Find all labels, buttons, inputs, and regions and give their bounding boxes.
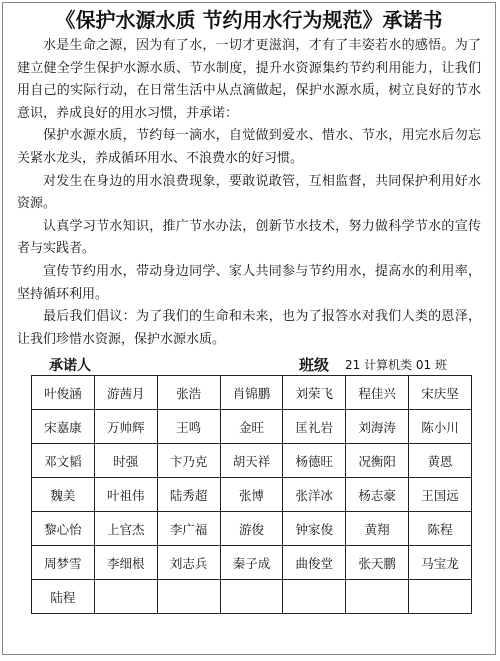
signer-name-cell: 杨志豪 <box>346 478 409 512</box>
signer-name-cell: 曲俊堂 <box>283 546 346 580</box>
signer-name-cell: 万帅辉 <box>94 410 157 444</box>
signer-name-cell: 张博 <box>220 478 283 512</box>
signer-name-cell <box>220 580 283 614</box>
table-row <box>32 546 472 580</box>
signer-name-cell: 刘荣飞 <box>283 376 346 410</box>
signer-name-cell <box>346 580 409 614</box>
table-row <box>32 478 472 512</box>
signer-name-cell <box>283 580 346 614</box>
signer-name-cell: 况衡阳 <box>346 444 409 478</box>
signer-name-cell: 陆秀超 <box>157 478 220 512</box>
signer-name-cell: 刘海涛 <box>346 410 409 444</box>
signer-name-cell: 杨德旺 <box>283 444 346 478</box>
signature-row <box>3 353 495 375</box>
signer-name-cell: 马宝龙 <box>409 546 472 580</box>
signer-name-cell: 李广福 <box>157 512 220 546</box>
document-page <box>2 2 496 655</box>
signer-name-cell: 胡天祥 <box>220 444 283 478</box>
document-body <box>3 35 495 351</box>
table-row <box>32 512 472 546</box>
signer-name-cell: 上官杰 <box>94 512 157 546</box>
signer-name-cell: 张天鹏 <box>346 546 409 580</box>
table-row <box>32 376 472 410</box>
signer-name-cell: 叶俊涵 <box>32 376 95 410</box>
signer-name-cell: 时强 <box>94 444 157 478</box>
table-row <box>32 580 472 614</box>
signer-name-cell <box>94 580 157 614</box>
paragraph-commitment-1: 保护水源水质，节约每一滴水，自觉做到爱水、惜水、节水，用完水后勿忘关紧水龙头，养成循环用水、不浪费水的好习惯。 <box>17 128 481 166</box>
signer-name-cell: 金旺 <box>220 410 283 444</box>
signer-name-cell <box>409 580 472 614</box>
signer-name-cell: 刘志兵 <box>157 546 220 580</box>
signer-name-cell: 魏美 <box>32 478 95 512</box>
signer-name-cell: 陆程 <box>32 580 95 614</box>
class-value: 21 计算机类 01 班 <box>345 358 447 373</box>
signer-name-cell: 李细根 <box>94 546 157 580</box>
signer-name-cell: 叶祖伟 <box>94 478 157 512</box>
signature-table <box>31 375 472 614</box>
signer-name-cell: 陈小川 <box>409 410 472 444</box>
signer-name-cell: 王国远 <box>409 478 472 512</box>
signer-name-cell: 钟家俊 <box>283 512 346 546</box>
signer-name-cell: 匡礼岩 <box>283 410 346 444</box>
table-row <box>32 444 472 478</box>
paragraph-closing: 最后我们倡议：为了我们的生命和未来，也为了报答水对我们人类的恩泽，让我们珍惜水资源，保护水源水质。 <box>17 309 481 347</box>
paragraph-commitment-4: 宣传节约用水，带动身边同学、家人共同参与节约用水，提高水的利用率，坚持循环利用。 <box>17 263 481 302</box>
signer-name-cell: 黄翔 <box>346 512 409 546</box>
signer-name-cell: 邓文韬 <box>32 444 95 478</box>
signer-name-cell: 王鸣 <box>157 410 220 444</box>
signer-name-cell: 黎心怡 <box>32 512 95 546</box>
signer-name-cell: 程佳兴 <box>346 376 409 410</box>
signer-name-cell: 周梦雪 <box>32 546 95 580</box>
signer-name-cell: 宋嘉康 <box>32 410 95 444</box>
signature-table-body <box>32 376 472 614</box>
table-row <box>32 410 472 444</box>
signer-name-cell: 张浩 <box>157 376 220 410</box>
signer-name-cell: 张洋冰 <box>283 478 346 512</box>
signer-label: 承诺人 <box>49 358 91 375</box>
document-title: 《保护水源水质 节约用水行为规范》承诺书 <box>55 8 443 32</box>
signer-name-cell: 陈程 <box>409 512 472 546</box>
signer-name-cell: 游茜月 <box>94 376 157 410</box>
signer-name-cell: 卞乃克 <box>157 444 220 478</box>
signer-name-cell <box>157 580 220 614</box>
signer-name-cell: 宋庆坚 <box>409 376 472 410</box>
class-label: 班级 <box>299 356 330 375</box>
signer-name-cell: 肖锦鹏 <box>220 376 283 410</box>
signer-name-cell: 秦子成 <box>220 546 283 580</box>
signer-name-cell: 黄恩 <box>409 444 472 478</box>
paragraph-commitment-2: 对发生在身边的用水浪费现象，要敢说敢管，互相监督，共同保护利用好水资源。 <box>17 173 481 212</box>
paragraph-commitment-3: 认真学习节水知识，推广节水办法，创新节水技术，努力做科学节水的宣传者与实践者。 <box>17 218 481 257</box>
paragraph-intro: 水是生命之源，因为有了水，一切才更滋润，才有了丰姿若水的感悟。为了建立健全学生保护水源水质、节水制度，提升水资源集约节约利用能力，让我们用自己的实际行动，在日常生活中从点滴做起，保护水源水质，树立良好的节水意识，养成良好的用水习惯，并承诺： <box>17 38 481 121</box>
signer-name-cell: 游俊 <box>220 512 283 546</box>
